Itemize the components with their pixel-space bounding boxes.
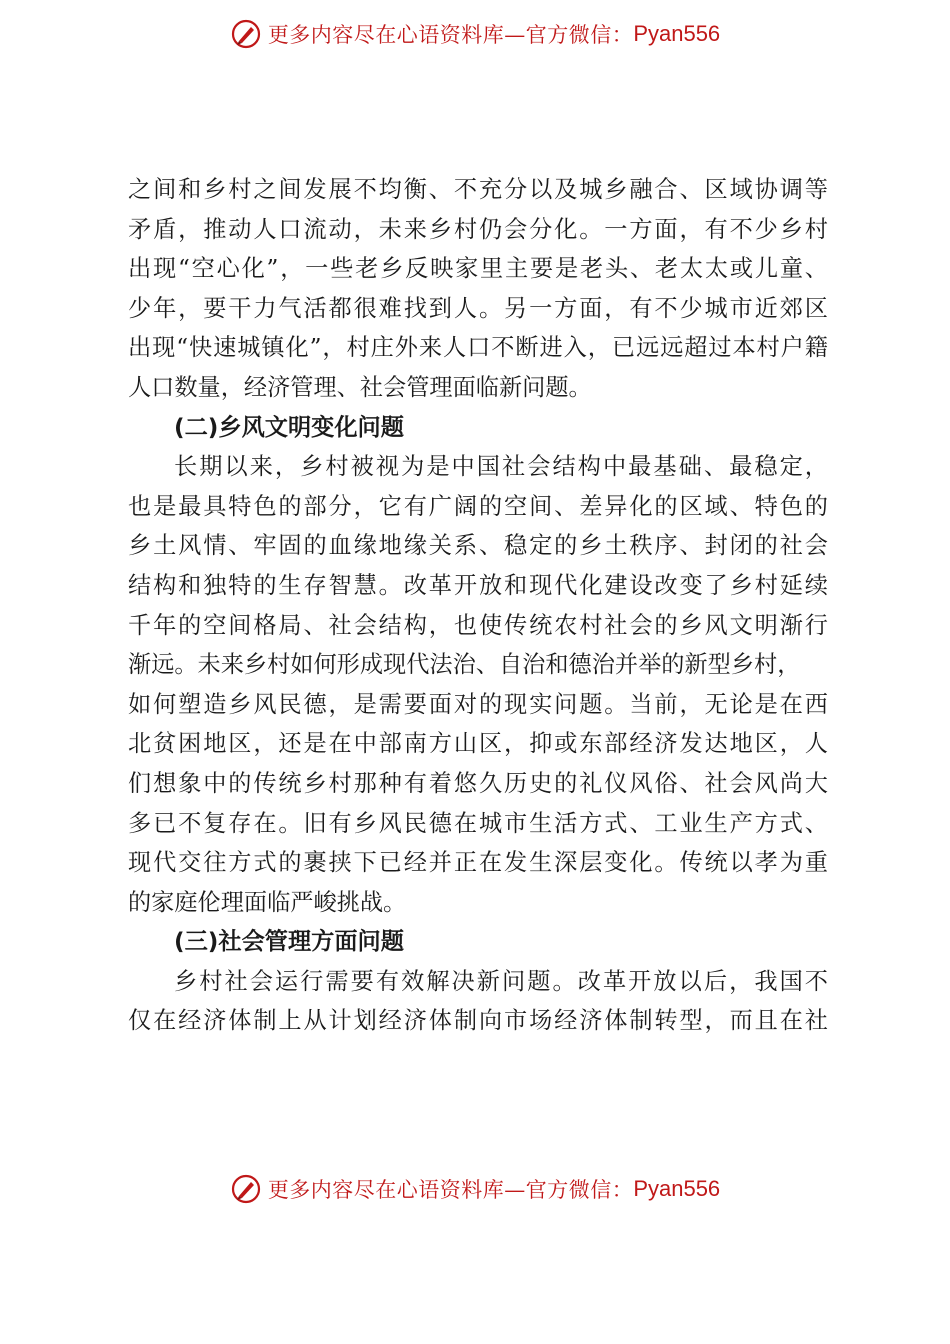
text-line: 现代交往方式的裹挟下已经并正在发生深层变化。传统以孝为重 xyxy=(128,849,828,877)
text-line: 矛盾，推动人口流动，未来乡村仍会分化。一方面，有不少乡村 xyxy=(128,215,828,243)
text-line: 也是最具特色的部分，它有广阔的空间、差异化的区域、特色的 xyxy=(128,492,828,520)
header-banner xyxy=(0,14,950,54)
text-line: 仅在经济体制上从计划经济体制向市场经济体制转型，而且在社 xyxy=(128,1007,828,1035)
text-line: 乡村社会运行需要有效解决新问题。改革开放以后，我国不 xyxy=(174,967,828,995)
text-line: 多已不复存在。旧有乡风民德在城市生活方式、工业生产方式、 xyxy=(128,809,828,837)
text-line: 如何塑造乡风民德，是需要面对的现实问题。当前，无论是在西 xyxy=(128,690,828,718)
text-line: 出现“快速城镇化”，村庄外来人口不断进入，已远远超过本村户籍 xyxy=(128,334,828,362)
text-line: 北贫困地区，还是在中部南方山区，抑或东部经济发达地区，人 xyxy=(128,730,828,758)
pen-logo-icon xyxy=(230,18,262,50)
section-heading-3: (三)社会管理方面问题 xyxy=(174,928,404,956)
banner-wechat-handle: Pyan556 xyxy=(633,21,721,46)
banner-text: 更多内容尽在心语资料库—官方微信： xyxy=(267,1178,634,1202)
footer-banner xyxy=(0,1169,950,1209)
text-line: 渐远。未来乡村如何形成现代法治、自治和德治并举的新型乡村， xyxy=(128,651,801,679)
text-line: 长期以来，乡村被视为是中国社会结构中最基础、最稳定， xyxy=(174,453,828,481)
text-line: 乡土风情、牢固的血缘地缘关系、稳定的乡土秩序、封闭的社会 xyxy=(128,532,828,560)
text-line: 的家庭伦理面临严峻挑战。 xyxy=(128,888,407,916)
pen-logo-icon xyxy=(230,1173,262,1205)
text-line: 结构和独特的生存智慧。改革开放和现代化建设改变了乡村延续 xyxy=(128,571,828,599)
document-body xyxy=(128,170,828,1041)
text-line: 出现“空心化”，一些老乡反映家里主要是老头、老太太或儿童、 xyxy=(128,255,828,283)
section-heading-2: (二)乡风文明变化问题 xyxy=(174,413,404,441)
banner-wechat-handle: Pyan556 xyxy=(633,1176,721,1201)
text-line: 们想象中的传统乡村那种有着悠久历史的礼仪风俗、社会风尚大 xyxy=(128,769,828,797)
text-line: 少年，要干力气活都很难找到人。另一方面，有不少城市近郊区 xyxy=(128,294,828,322)
text-line: 千年的空间格局、社会结构，也使传统农村社会的乡风文明渐行 xyxy=(128,611,828,639)
text-line: 人口数量，经济管理、社会管理面临新问题。 xyxy=(128,373,592,401)
banner-text: 更多内容尽在心语资料库—官方微信： xyxy=(267,23,634,47)
text-line: 之间和乡村之间发展不均衡、不充分以及城乡融合、区域协调等 xyxy=(128,176,828,203)
